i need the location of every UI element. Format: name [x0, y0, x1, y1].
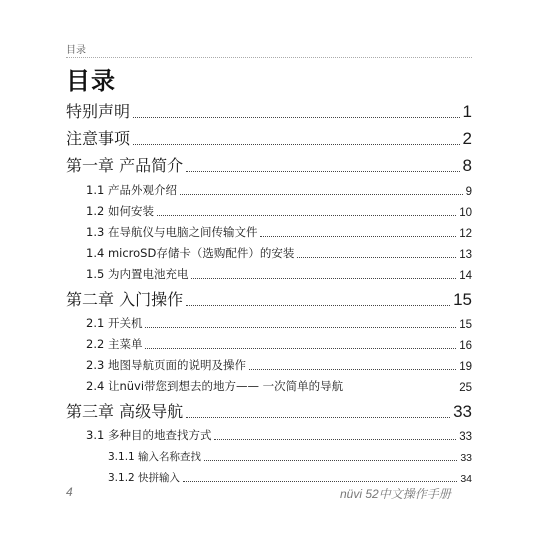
toc-entry[interactable] — [86, 264, 472, 282]
toc-entry-label: 注意事项 — [66, 129, 131, 148]
header-divider — [66, 57, 472, 58]
toc-entry-page: 13 — [459, 249, 472, 261]
toc-entry[interactable] — [86, 222, 472, 240]
toc-entry-label: 2.3 地图导航页面的说明及操作 — [86, 358, 246, 372]
page-title: 目录 — [66, 67, 116, 95]
toc-entry[interactable] — [86, 313, 472, 331]
toc-entry[interactable] — [108, 446, 472, 464]
dot-leader — [133, 144, 460, 145]
toc-entry-page: 8 — [462, 156, 472, 175]
toc-entry-label: 2.4 让nüvi带您到想去的地方—— 一次简单的导航 — [86, 379, 344, 393]
dot-leader — [186, 305, 450, 306]
toc-entry[interactable] — [66, 398, 472, 422]
toc-entry-page: 34 — [460, 473, 472, 485]
toc-entry-page: 15 — [453, 290, 472, 309]
toc-entry[interactable] — [66, 286, 472, 310]
toc-entry-label: 1.3 在导航仪与电脑之间传输文件 — [86, 225, 258, 239]
dot-leader — [204, 460, 457, 461]
dot-leader — [186, 171, 459, 172]
toc-entry-label: 特别声明 — [66, 102, 131, 121]
toc-entry[interactable] — [86, 355, 472, 373]
toc-entry[interactable] — [86, 180, 472, 198]
dot-leader — [133, 117, 460, 118]
toc-entry[interactable] — [86, 376, 472, 394]
toc-entry-page: 15 — [459, 319, 472, 331]
footer-manual-title: nüvi 52中文操作手册 — [340, 487, 451, 501]
toc-entry-label: 1.5 为内置电池充电 — [86, 267, 189, 281]
toc-entry-page: 14 — [459, 270, 472, 282]
toc-entry-page: 33 — [460, 452, 472, 464]
toc-entry-label: 1.1 产品外观介绍 — [86, 183, 177, 197]
toc-entry-label: 1.4 microSD存储卡（选购配件）的安装 — [86, 246, 295, 260]
dot-leader — [183, 481, 457, 482]
toc-entry-label: 3.1.1 输入名称查找 — [108, 451, 202, 463]
toc-entry[interactable] — [86, 425, 472, 443]
toc-entry-label: 3.1.2 快拼输入 — [108, 472, 181, 484]
dot-leader — [297, 257, 456, 258]
toc-entry-page: 2 — [462, 129, 472, 148]
footer-page-number: 4 — [66, 485, 73, 499]
toc-entry-label: 2.1 开关机 — [86, 316, 143, 330]
dot-leader — [186, 417, 450, 418]
dot-leader — [145, 348, 456, 349]
toc-entry-page: 12 — [459, 228, 472, 240]
toc-entry[interactable] — [66, 152, 472, 176]
dot-leader — [249, 369, 456, 370]
toc-entry-label: 1.2 如何安装 — [86, 204, 154, 218]
dot-leader — [214, 439, 456, 440]
toc-entry-label: 3.1 多种目的地查找方式 — [86, 428, 212, 442]
toc-entry-page: 9 — [465, 186, 472, 198]
toc-entry-page: 1 — [462, 102, 472, 121]
running-header: 目录 — [66, 45, 86, 56]
toc-entry-page: 33 — [453, 402, 472, 421]
dot-leader — [260, 236, 456, 237]
dot-leader — [157, 215, 456, 216]
dot-leader — [145, 327, 456, 328]
toc-entry-page: 10 — [459, 207, 472, 219]
toc-entry[interactable] — [86, 334, 472, 352]
toc-entry[interactable] — [86, 243, 472, 261]
toc-entry[interactable] — [66, 98, 472, 122]
toc-entry-label: 2.2 主菜单 — [86, 337, 143, 351]
toc-entry-page: 19 — [459, 361, 472, 373]
toc-entry[interactable] — [86, 201, 472, 219]
toc-entry-page: 25 — [459, 382, 472, 394]
toc-entry[interactable] — [108, 467, 472, 485]
toc-entry-label: 第三章 高级导航 — [66, 402, 184, 421]
toc-entry-label: 第一章 产品简介 — [66, 156, 184, 175]
toc-entry-page: 33 — [459, 431, 472, 443]
toc-entry-label: 第二章 入门操作 — [66, 290, 184, 309]
toc-entry-page: 16 — [459, 340, 472, 352]
toc-entry[interactable] — [66, 125, 472, 149]
dot-leader — [180, 194, 463, 195]
dot-leader — [191, 278, 456, 279]
